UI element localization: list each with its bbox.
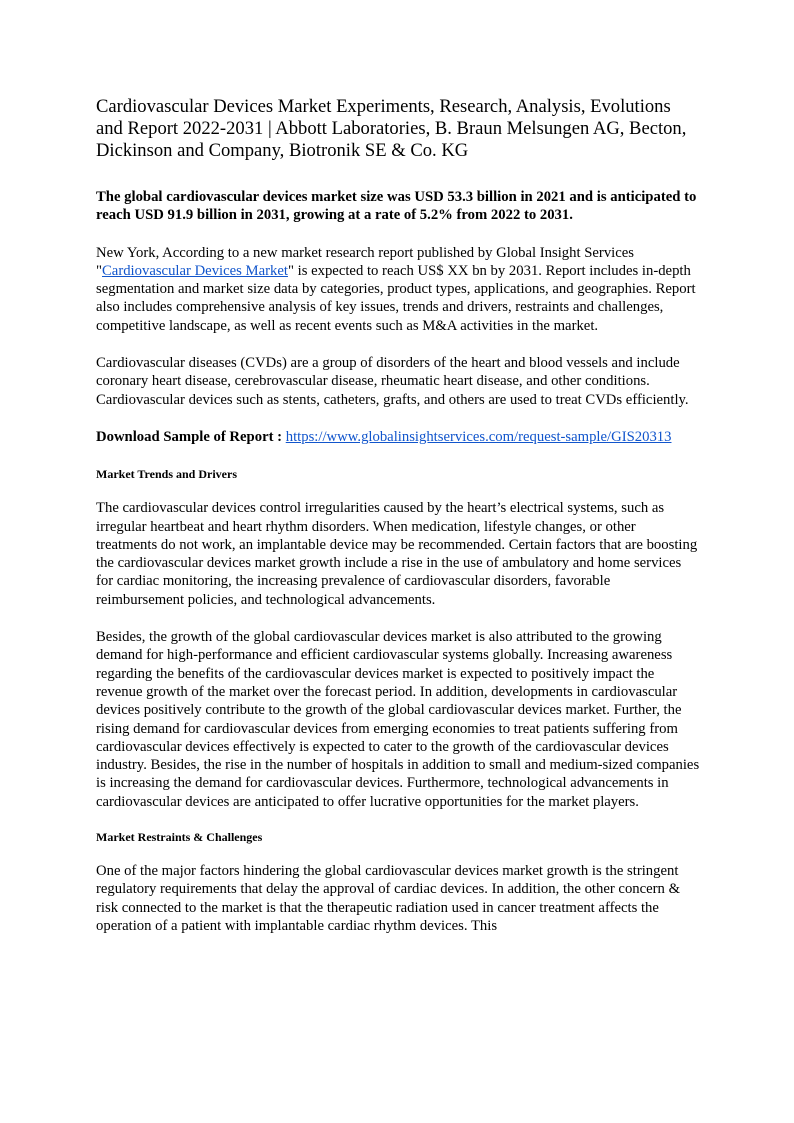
market-report-link[interactable]: Cardiovascular Devices Market (102, 262, 288, 279)
page-title: Cardiovascular Devices Market Experiments, Research, Analysis, Evolutions and Report 2022-2031 | Abbott Laboratories, B. Braun Melsungen AG, Becton, Dickinson and Company, Biotronik SE & Co. KG (96, 96, 687, 161)
cvd-paragraph: Cardiovascular diseases (CVDs) are a group of disorders of the heart and blood vessels and include coronary heart disease, cerebrovascular disease, rheumatic heart disease, and other conditions. Cardiovascular devices such as stents, catheters, grafts, and others are used to treat CVDs efficiently. (96, 355, 689, 408)
intro-paragraph (96, 244, 700, 335)
restraints-paragraph-1: One of the major factors hindering the global cardiovascular devices market growth is the stringent regulatory requirements that delay the approval of cardiac devices. In addition, the other concern & risk connected to the market is that the therapeutic radiation used in cancer treatment affects the operation of a patient with implantable cardiac rhythm devices. This (96, 863, 681, 934)
download-sample-link[interactable]: https://www.globalinsightservices.com/request-sample/GIS20313 (285, 428, 672, 445)
intro-text-before: New York, According to a new market research report published by Global Insight Services " (96, 244, 634, 279)
trends-paragraph-1: The cardiovascular devices control irregularities caused by the heart’s electrical systems, such as irregular heartbeat and heart rhythm disorders. When medication, lifestyle changes, or other treatments do not work, an implantable device may be recommended. Certain factors that are boosting the cardiovascular devices market growth include a rise in the use of ambulatory and home services for cardiac monitoring, the increasing prevalence of cardiovascular disorders, favorable reimbursement policies, and technological advancements. (96, 500, 698, 608)
section-heading-restraints: Market Restraints & Challenges (96, 830, 263, 845)
trends-paragraph-2: Besides, the growth of the global cardiovascular devices market is also attributed to the growing demand for high-performance and efficient cardiovascular systems globally. Increasing awareness regarding the benefits of the cardiovascular devices market is expected to positively impact the revenue growth of the market over the forecast period. In addition, developments in cardiovascular devices positively contribute to the growth of the global cardiovascular devices market. Further, the rising demand for cardiovascular devices from emerging economies to treat patients suffering from cardiovascular devices effectively is expected to cater to the growth of the cardiovascular devices industry. Besides, the rise in the number of hospitals in addition to small and medium-sized companies is increasing the demand for cardiovascular devices. Furthermore, technological advancements in cardiovascular devices are anticipated to offer lucrative opportunities for the market players. (96, 629, 700, 810)
download-label: Download Sample of Report : (96, 428, 286, 445)
lead-paragraph: The global cardiovascular devices market size was USD 53.3 billion in 2021 and is anticipated to reach USD 91.9 billion in 2031, growing at a rate of 5.2% from 2022 to 2031. (96, 189, 697, 224)
download-sample-line (96, 428, 700, 446)
document-page (96, 96, 700, 935)
intro-text-after: " is expected to reach US$ XX bn by 2031. Report includes in-depth segmentation and market size data by categories, product types, applications, and geographies. Report also includes comprehensive analysis of key issues, trends and drivers, restraints and challenges, competitive landscape, as well as recent events such as M&A activities in the market. (96, 262, 696, 334)
section-heading-trends: Market Trends and Drivers (96, 467, 237, 482)
